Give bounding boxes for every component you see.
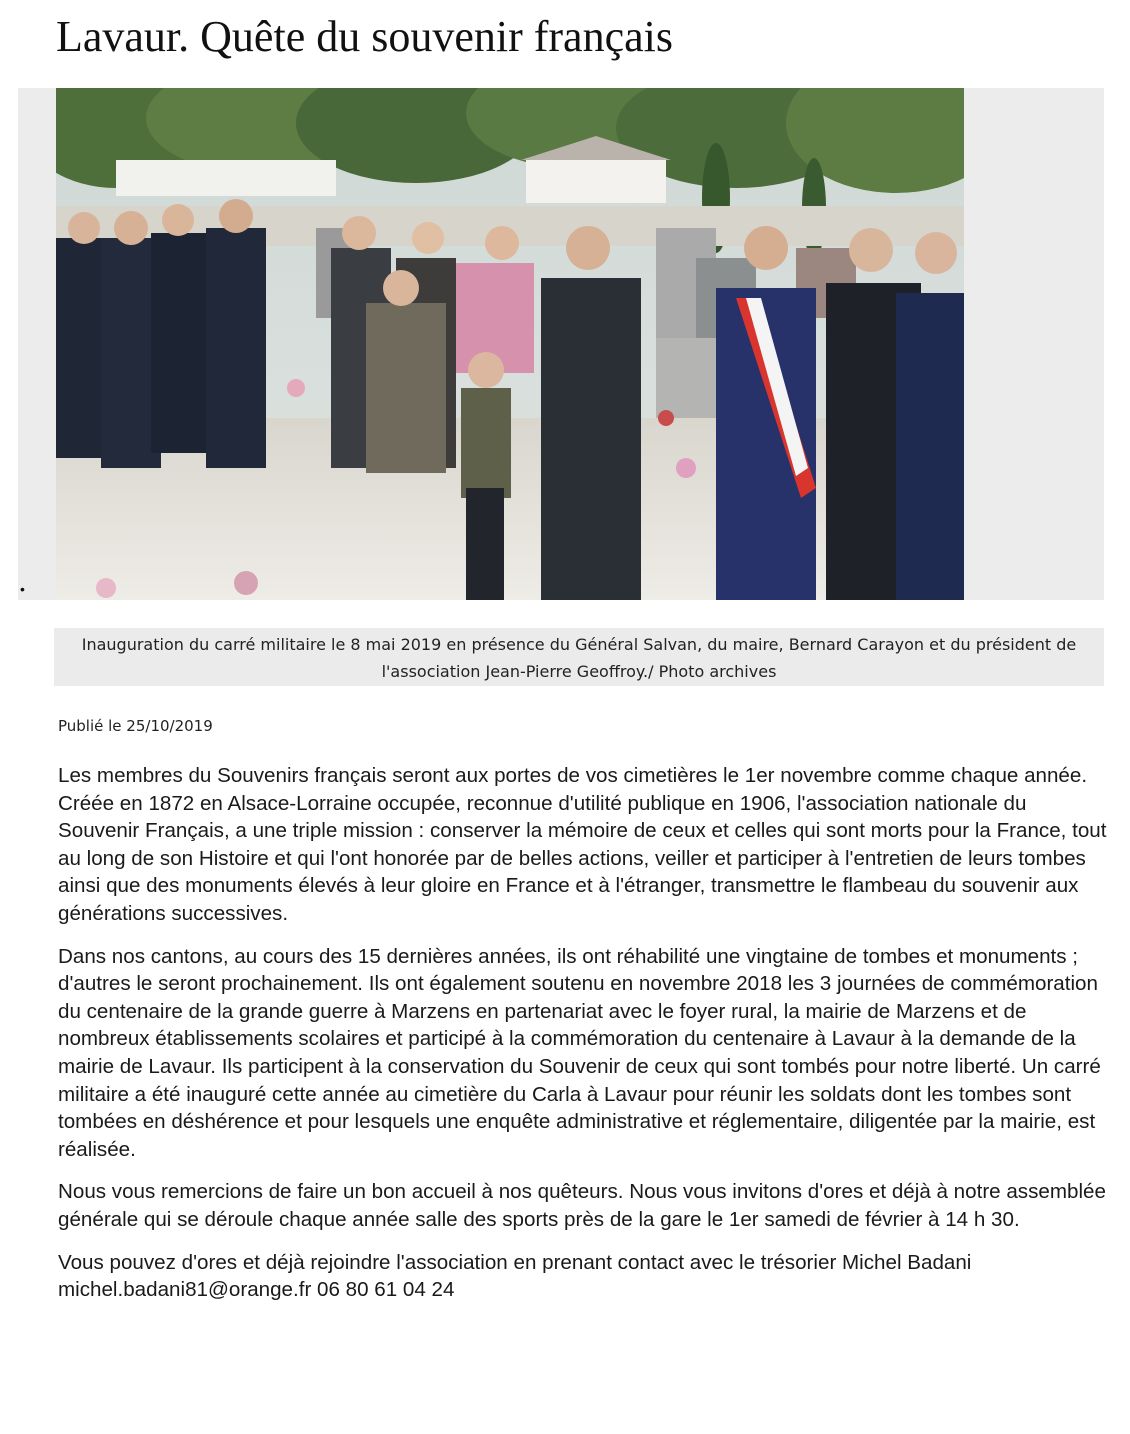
- paragraph-1: Les membres du Souvenirs français seront aux portes de vos cimetières le 1er novembre comme chaque année. Créée en 1872 en Alsace-Lorraine occupée, reconnue d'utilité publique en 1906, l'association nationale du Souvenir Français, a une triple mission : conserver la mémoire de ceux et celles qui sont morts pour la France, tout au long de son Histoire et qui l'ont honorée par de belles actions, veiller et participer à l'entretien de leurs tombes ainsi que des monuments élevés à leur gloire en France et à l'étranger, transmettre le flambeau du souvenir aux générations successives.: [58, 764, 1107, 925]
- article-body: [58, 762, 1110, 1319]
- paragraph-4: Vous pouvez d'ores et déjà rejoindre l'association en prenant contact avec le trésorier Michel Badani michel.badani81@orange.fr 06 80 61 04 24: [58, 1250, 972, 1302]
- paragraph-3: Nous vous remercions de faire un bon accueil à nos quêteurs. Nous vous invitons d'ores et déjà à notre assemblée générale qui se déroule chaque année salle des sports près de la gare le 1er samedi de février à 14 h 30.: [58, 1180, 1106, 1231]
- publication-date: Publié le 25/10/2019: [58, 717, 213, 735]
- paragraph-2: Dans nos cantons, au cours des 15 dernières années, ils ont réhabilité une vingtaine de tombes et monuments ; d'autres le seront prochainement. Ils ont également soutenu en novembre 2018 les 3 journées de commémoration du centenaire de la grande guerre à Marzens en partenariat avec le foyer rural, la mairie de Marzens et de nombreux établissements scolaires et participé à la commémoration du centenaire à Lavaur à la demande de la mairie de Lavaur. Ils participent à la conservation du Souvenir de ceux qui sont tombés pour notre liberté. Un carré militaire a été inauguré cette année au cimetière du Carla à Lavaur pour réunir les soldats dont les tombes sont tombées en déshérence et pour lesquels une enquête administrative et réglementaire, diligentée par la mairie, est réalisée.: [58, 944, 1101, 1161]
- article-title: Lavaur. Quête du souvenir français: [56, 12, 673, 61]
- article-photo: [56, 88, 964, 600]
- list-bullet: •: [20, 581, 25, 597]
- caption-text: Inauguration du carré militaire le 8 mai 2019 en présence du Général Salvan, du maire, Bernard Carayon et du président de l'association Jean-Pierre Geoffroy./ Photo archives: [81, 635, 1077, 681]
- photo-caption: [54, 628, 1104, 686]
